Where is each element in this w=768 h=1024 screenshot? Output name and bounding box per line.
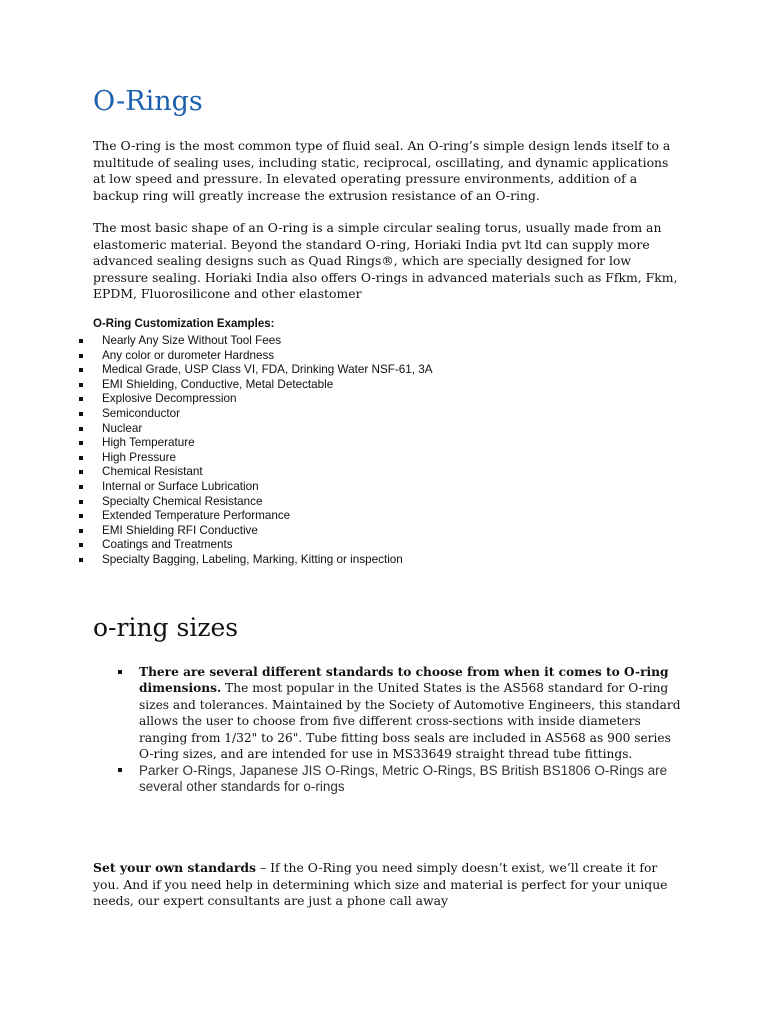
list-item (78, 378, 433, 393)
closing-paragraph (93, 860, 683, 910)
sizes-item-text: Parker O-Rings, Japanese JIS O-Rings, Metric O-Rings, BS British BS1806 O-Rings are several other standards for o-rings (139, 763, 668, 795)
bullet-square-icon (79, 427, 83, 431)
closing-text: – If the O-Ring you need simply doesn’t exist, we’ll create it for you. And if you need help in determining which size and material is perfect for your unique needs, our expert consultants are just a phone call away (93, 860, 668, 908)
bullet-square-icon (79, 514, 83, 518)
list-item (78, 509, 433, 524)
intro-paragraph-1: The O-ring is the most common type of fluid seal. An O-ring’s simple design lends itself to a multitude of sealing uses, including static, reciprocal, oscillating, and dynamic applications at low speed and pressure. In elevated operating pressure environments, addition of a backup ring will greatly increase the extrusion resistance of an O-ring. (93, 138, 671, 203)
bullet-square-icon (79, 412, 83, 416)
list-item (78, 480, 433, 495)
bullet-square-icon (79, 558, 83, 562)
bullet-square-icon (79, 441, 83, 445)
list-item-label: Medical Grade, USP Class VI, FDA, Drinking Water NSF-61, 3A (102, 363, 433, 377)
list-item-label: EMI Shielding, Conductive, Metal Detectable (102, 377, 334, 391)
bullet-square-icon (118, 768, 122, 772)
list-item (78, 524, 433, 539)
list-item (78, 465, 433, 480)
list-item (78, 407, 433, 422)
list-item-label: Nuclear (102, 421, 143, 435)
bullet-square-icon (79, 543, 83, 547)
list-item-label: Specialty Chemical Resistance (102, 494, 263, 508)
bullet-square-icon (79, 354, 83, 358)
list-item-label: Semiconductor (102, 406, 180, 420)
list-item (78, 422, 433, 437)
list-item (78, 436, 433, 451)
bullet-square-icon (79, 368, 83, 372)
list-item (115, 763, 685, 795)
sizes-item-bold: There are several different standards to choose from when it comes to O-ring dimensions. (139, 665, 669, 696)
list-item-label: Any color or durometer Hardness (102, 348, 275, 362)
list-item (78, 334, 433, 349)
list-item-label: Extended Temperature Performance (102, 509, 291, 523)
bullet-square-icon (118, 670, 122, 674)
bullet-square-icon (79, 529, 83, 533)
bullet-square-icon (79, 470, 83, 474)
list-item-label: High Pressure (102, 450, 177, 464)
customization-heading: O-Ring Customization Examples: (93, 318, 275, 330)
list-item-label: Explosive Decompression (102, 392, 237, 406)
page-title: O-Rings (93, 86, 203, 117)
sizes-heading: o-ring sizes (93, 613, 239, 642)
bullet-square-icon (79, 397, 83, 401)
list-item-label: Specialty Bagging, Labeling, Marking, Kitting or inspection (102, 552, 403, 566)
list-item (78, 451, 433, 466)
bullet-square-icon (79, 485, 83, 489)
list-item (78, 392, 433, 407)
closing-bold: Set your own standards (93, 860, 257, 875)
bullet-square-icon (79, 383, 83, 387)
list-item-label: Chemical Resistant (102, 465, 203, 479)
list-item (78, 495, 433, 510)
list-item-label: High Temperature (102, 436, 195, 450)
list-item-label: Nearly Any Size Without Tool Fees (102, 334, 282, 347)
list-item (115, 664, 685, 762)
list-item (78, 363, 433, 378)
list-item-label: Internal or Surface Lubrication (102, 479, 259, 493)
bullet-square-icon (79, 500, 83, 504)
customization-list (78, 334, 433, 568)
list-item (78, 553, 433, 568)
bullet-square-icon (79, 339, 83, 343)
list-item (78, 538, 433, 553)
sizes-list (115, 664, 685, 795)
list-item-label: EMI Shielding RFI Conductive (102, 523, 258, 537)
list-item-label: Coatings and Treatments (102, 538, 233, 552)
list-item (78, 349, 433, 364)
bullet-square-icon (79, 456, 83, 460)
sizes-item-text: The most popular in the United States is the AS568 standard for O-ring sizes and tolerances. Maintained by the Society of Automotive Engineers, this standard allows the user to choose from five different cross-sections with inside diameters ranging from 1/32" to 26". Tube fitting boss seals are included in AS568 as 900 series O-ring sizes, and are intended for use in MS33649 straight thread tube fittings. (139, 681, 681, 762)
intro-paragraph-2: The most basic shape of an O-ring is a simple circular sealing torus, usually made from an elastomeric material. Beyond the standard O-ring, Horiaki India pvt ltd can supply more advanced sealing designs such as Quad Rings®, which are specially designed for low pressure sealing. Horiaki India also offers O-rings in advanced materials such as Ffkm, Fkm, EPDM, Fluorosilicone and other elastomer (93, 220, 678, 301)
